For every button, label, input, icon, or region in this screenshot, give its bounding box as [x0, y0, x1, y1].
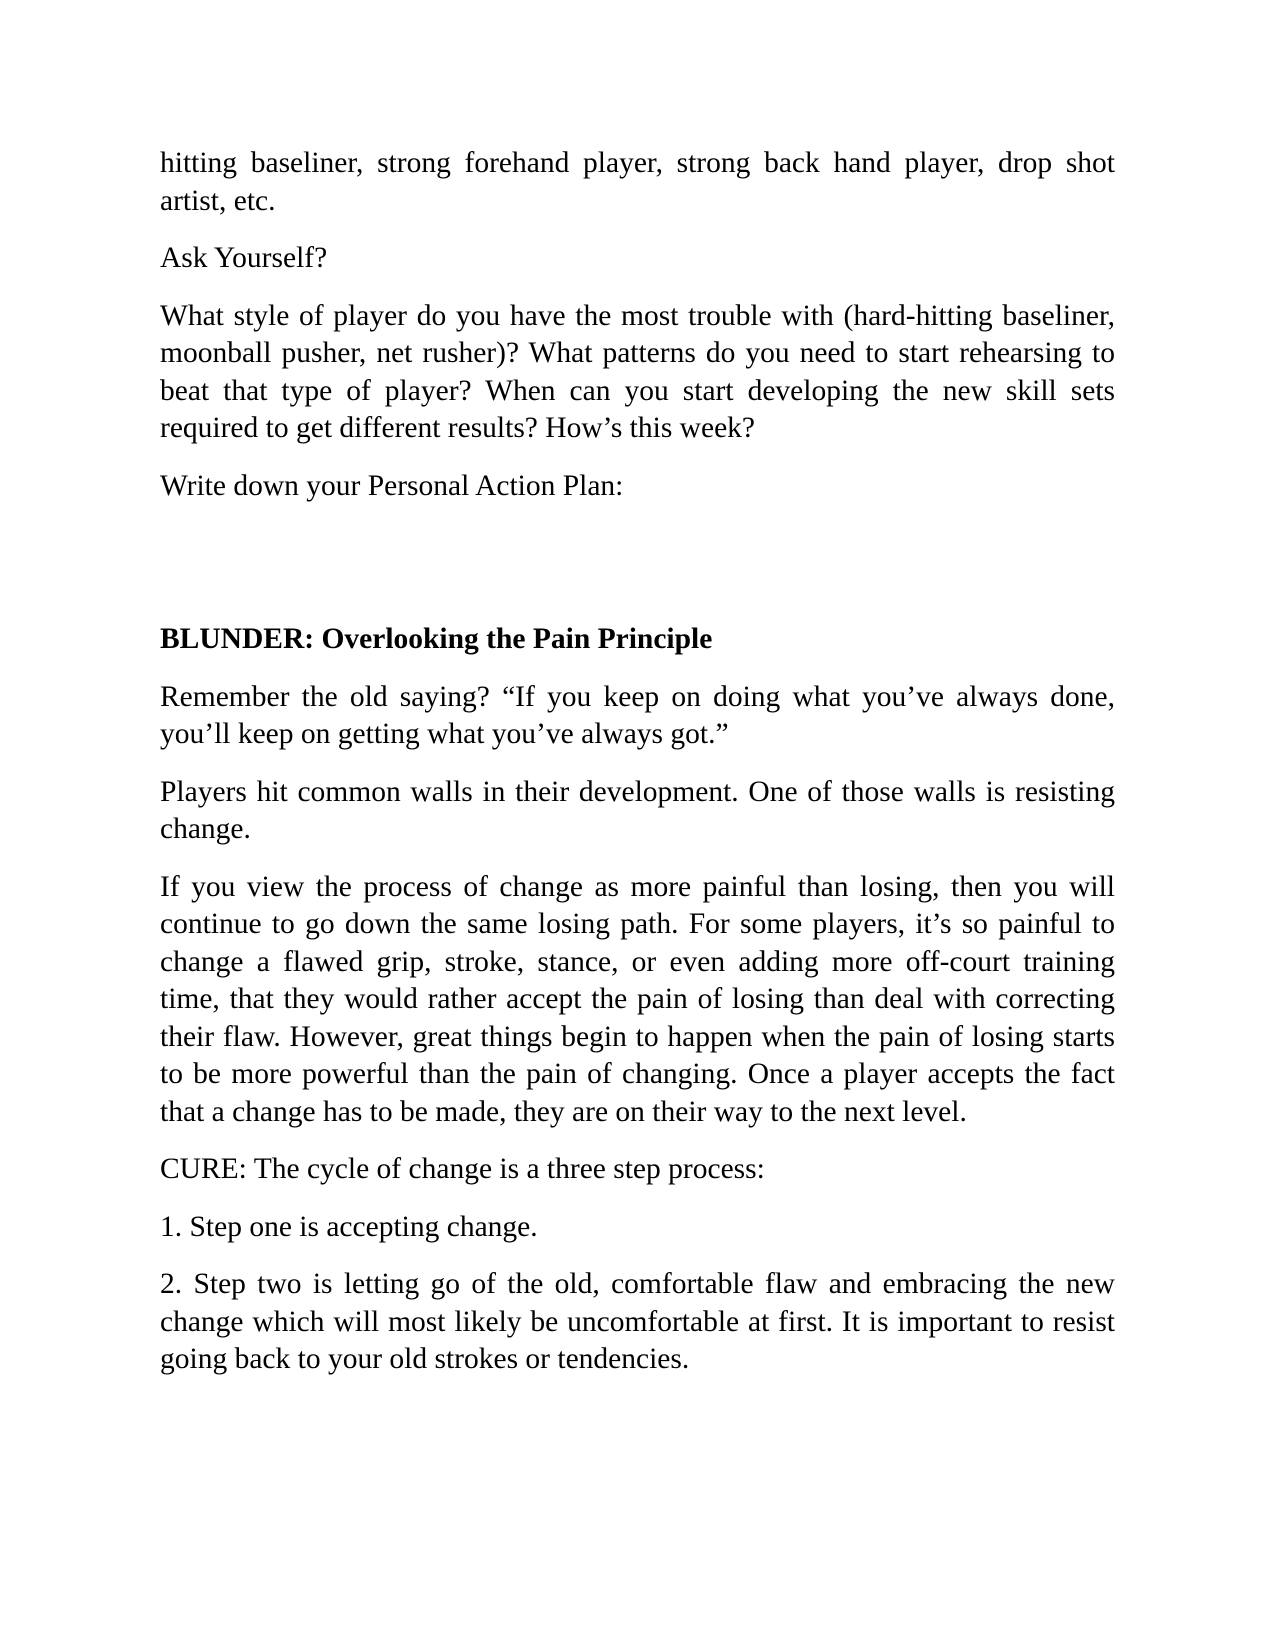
paragraph-old-saying: Remember the old saying? “If you keep on doing what you’ve always done, you’ll keep on getting what you’ve always got.”: [160, 680, 1115, 750]
paragraph-common-walls: Players hit common walls in their development. One of those walls is resisting change.: [160, 775, 1115, 845]
paragraph-action-plan-prompt: Write down your Personal Action Plan:: [160, 469, 624, 502]
paragraph-questions: What style of player do you have the most trouble with (hard-hitting baseliner, moonball pusher, net rusher)? What patterns do you need to start rehearsing to beat that type of player? When can you start developing the new skill sets required to get different results? How’s this week?: [160, 299, 1115, 444]
document-page: [160, 145, 1115, 1399]
action-plan-blank-space: [160, 525, 1115, 621]
paragraph-ask-yourself: Ask Yourself?: [160, 242, 328, 274]
list-item-step-two: 2. Step two is letting go of the old, comfortable flaw and embracing the new change which will most likely be uncomfortable at first. It is important to resist going back to your old strokes or tendencies.: [160, 1268, 1115, 1375]
paragraph-process-of-change: If you view the process of change as more painful than losing, then you will continue to go down the same losing path. For some players, it’s so painful to change a flawed grip, stroke, stance, or even adding more off-court training time, that they would rather accept the pain of losing than deal with correcting their flaw. However, great things begin to happen when the pain of losing starts to be more powerful than the pain of changing. Once a player accepts the fact that a change has to be made, they are on their way to the next level.: [160, 870, 1115, 1128]
section-heading: BLUNDER: Overlooking the Pain Principle: [160, 623, 713, 655]
paragraph-continuation: hitting baseliner, strong forehand player, strong back hand player, drop shot artist, etc.: [160, 147, 1115, 217]
paragraph-cure: CURE: The cycle of change is a three step process:: [160, 1153, 765, 1185]
list-item-step-one: 1. Step one is accepting change.: [160, 1210, 538, 1243]
